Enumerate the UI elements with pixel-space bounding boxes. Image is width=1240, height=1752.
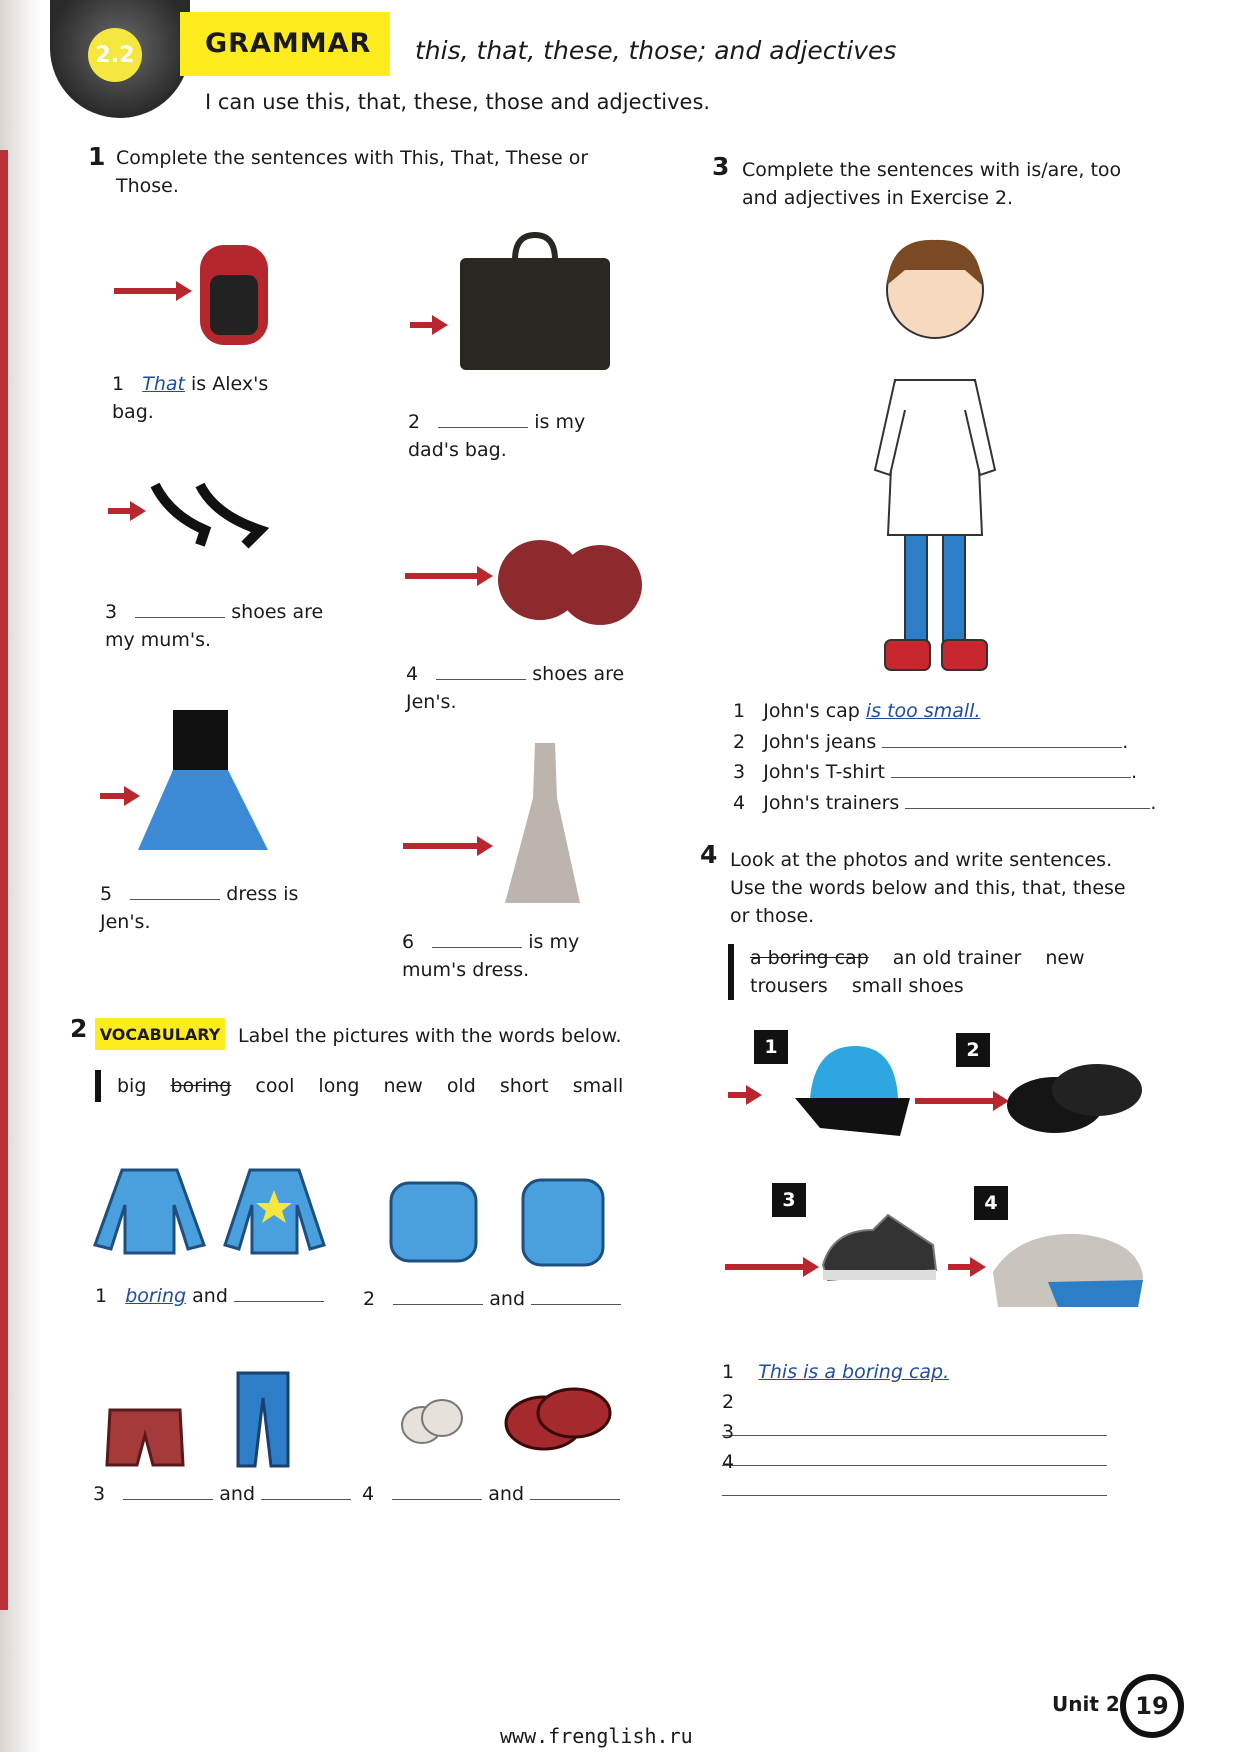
ex2-answer-1: boring: [125, 1285, 187, 1307]
arrow-icon: [915, 1098, 995, 1104]
red-shoes-icon: [502, 1378, 614, 1458]
baby-shoes-icon: [400, 1390, 465, 1450]
photo-number-3: 3: [772, 1183, 806, 1217]
cap-icon: [790, 1038, 915, 1143]
ex4-word-box: a boring cap an old trainer new trousers small shoes: [728, 944, 1170, 1000]
source-watermark-url: www.frenglish.ru: [500, 1724, 693, 1748]
answer-blank[interactable]: [436, 663, 526, 680]
ex2-instruction: Label the pictures with the words below.: [238, 1025, 622, 1047]
arrow-icon: [410, 322, 434, 328]
long-dress-icon: [495, 738, 595, 908]
arrow-icon: [405, 573, 479, 579]
ex1-item-2: 2 is my dad's bag.: [408, 411, 586, 461]
high-heels-icon: [150, 475, 265, 550]
page-number: 19: [1120, 1674, 1184, 1738]
answer-blank[interactable]: [393, 1288, 483, 1305]
answer-blank[interactable]: [531, 1288, 621, 1305]
photo-number-4: 4: [974, 1186, 1008, 1220]
answer-blank[interactable]: [432, 931, 522, 948]
star-sweater-icon: [222, 1165, 327, 1255]
arrow-icon: [403, 843, 479, 849]
ex3-item-4: 4 John's trainers .: [733, 792, 1157, 814]
trainer-icon: [818, 1210, 940, 1290]
ex2-item-4: 4 and: [362, 1480, 642, 1508]
answer-blank[interactable]: [530, 1483, 620, 1500]
ex3-instruction: Complete the sentences with is/are, too and adjectives in Exercise 2.: [742, 159, 1122, 209]
arrow-icon: [948, 1264, 972, 1270]
answer-blank[interactable]: [123, 1483, 213, 1500]
backpack-icon: [190, 235, 280, 350]
sweater-icon: [92, 1165, 207, 1255]
page-title: this, that, these, those; and adjectives: [415, 36, 897, 65]
lesson-badge: 2.2: [88, 28, 142, 82]
photo-number-1: 1: [754, 1030, 788, 1064]
ex1-item-5: 5 dress is Jen's.: [100, 883, 299, 933]
answer-blank[interactable]: [722, 1479, 1107, 1496]
ex4-instruction: Look at the photos and write sentences. Use the words below and this, that, these or those.: [730, 849, 1126, 927]
answer-blank[interactable]: [438, 411, 528, 428]
ex3-item-2: 2 John's jeans .: [733, 731, 1129, 753]
arrow-icon: [725, 1264, 805, 1270]
answer-blank[interactable]: [891, 761, 1131, 778]
ex1-item-1: 1 That is Alex's bag.: [112, 373, 269, 423]
answer-blank[interactable]: [392, 1483, 482, 1500]
dress-icon: [138, 705, 268, 855]
answer-blank[interactable]: [234, 1285, 324, 1302]
ex3-item-1: 1 John's cap is too small.: [733, 700, 981, 722]
vocabulary-tag: VOCABULARY: [95, 1018, 225, 1050]
ex1-answer-1: That: [142, 373, 185, 395]
photo-number-2: 2: [956, 1033, 990, 1067]
ex2-item-1: 1 boring and: [95, 1282, 335, 1310]
briefcase-icon: [460, 230, 615, 375]
can-do-statement: I can use this, that, these, those and adjectives.: [205, 90, 711, 114]
big-backpack-icon: [518, 1168, 613, 1268]
arrow-icon: [114, 288, 178, 294]
ex4-item-3: 3: [722, 1418, 1142, 1474]
boy-john-illustration: [870, 230, 1000, 680]
unit-label: Unit 2: [1052, 1692, 1120, 1716]
ex4-item-2: 2: [722, 1388, 1142, 1444]
answer-blank[interactable]: [905, 792, 1150, 809]
ex4-item-1: 1 This is a boring cap.: [722, 1361, 950, 1383]
arrow-icon: [108, 508, 132, 514]
arrow-icon: [100, 793, 126, 799]
ex2-number: 2: [70, 1014, 88, 1043]
ex4-answer-1: This is a boring cap.: [758, 1361, 950, 1383]
ex2-item-3: 3 and: [93, 1480, 373, 1508]
ex2-item-2: 2 and: [363, 1285, 633, 1313]
shorts-icon: [105, 1405, 185, 1470]
ex1-item-6: 6 is my mum's dress.: [402, 931, 580, 981]
ex1-instruction: Complete the sentences with This, That, These or Those.: [116, 147, 589, 197]
ex1-number: 1: [88, 142, 106, 171]
ex1-item-4: 4 shoes are Jen's.: [406, 663, 625, 713]
arrow-icon: [728, 1092, 748, 1098]
answer-blank[interactable]: [882, 731, 1122, 748]
section-label: GRAMMAR: [205, 28, 372, 59]
answer-blank[interactable]: [261, 1483, 351, 1500]
ex3-item-3: 3 John's T-shirt .: [733, 761, 1137, 783]
ex3-number: 3: [712, 152, 730, 181]
small-backpack-icon: [386, 1168, 486, 1263]
ex2-word-box: big boring cool long new old short small: [95, 1070, 641, 1102]
sandals-icon: [495, 520, 645, 630]
answer-blank[interactable]: [135, 601, 225, 618]
ex4-number: 4: [700, 840, 718, 869]
spine-red-edge: [0, 150, 8, 1610]
jeans-icon: [233, 1368, 293, 1468]
answer-blank[interactable]: [130, 883, 220, 900]
trousers-pile-icon: [988, 1222, 1146, 1310]
black-shoes-icon: [1005, 1050, 1145, 1140]
ex4-item-4: 4: [722, 1448, 1142, 1504]
ex3-answer-1: is too small.: [865, 700, 981, 722]
ex1-item-3: 3 shoes are my mum's.: [105, 601, 324, 651]
